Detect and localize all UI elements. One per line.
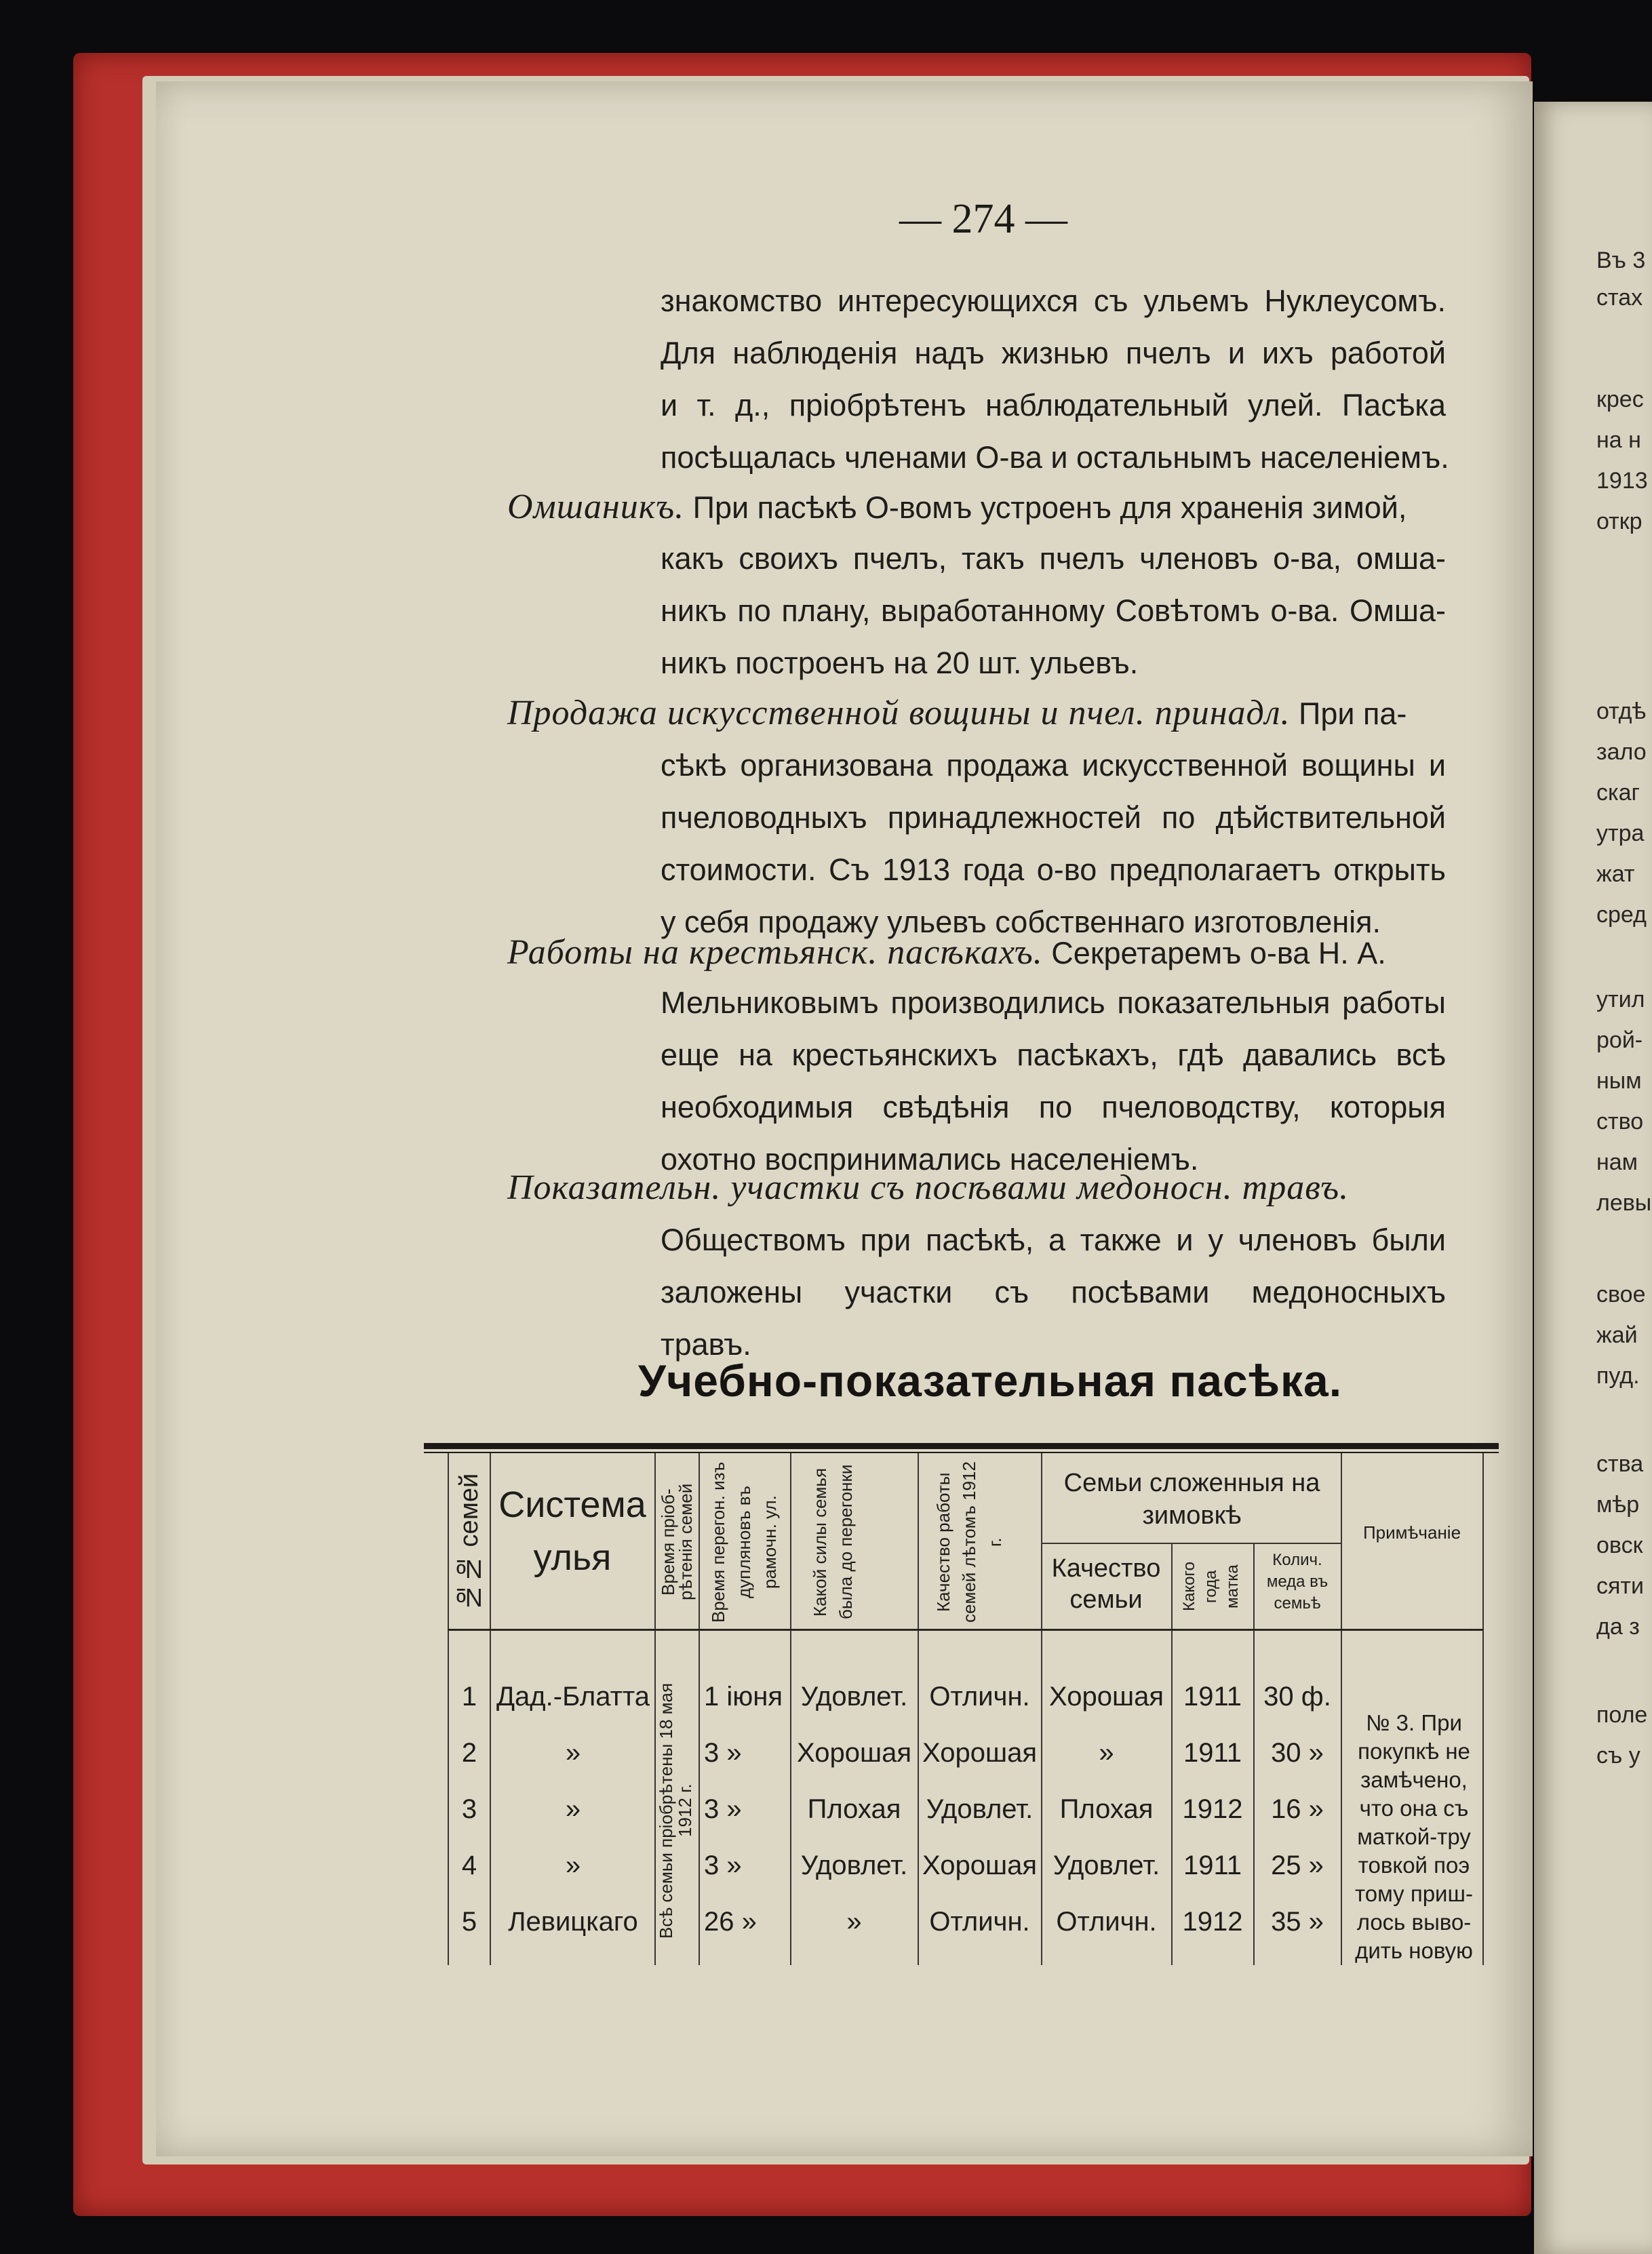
facing-page-text: откр — [1596, 509, 1643, 534]
body-line: заложены участки съ посѣвами медоносныхъ — [661, 1275, 1446, 1309]
header-queen-year: Какого года матка — [1180, 1561, 1242, 1612]
facing-page-text: поле — [1596, 1702, 1648, 1728]
body-line: охотно воспринимались населеніемъ. — [661, 1142, 1199, 1177]
remark-line: лось выво- — [1356, 1910, 1472, 1935]
table-cell-strength: Удовлет. — [800, 1682, 908, 1712]
table-cell-transfer: 3 » — [704, 1851, 742, 1880]
remark-line: замѣчено, — [1360, 1767, 1468, 1792]
table-column-line — [918, 1453, 919, 1965]
table-cell-quality: Отличн. — [929, 1907, 1030, 1937]
facing-page-text: отдѣ — [1596, 698, 1647, 724]
section-first-line: При па- — [1299, 696, 1407, 731]
intro-line: Для наблюденія надъ жизнью пчелъ и ихъ работой — [661, 336, 1446, 370]
header-hive-system: Система улья — [498, 1484, 646, 1578]
table-cell-strength: Удовлет. — [800, 1851, 908, 1880]
facing-page-text: свое — [1596, 1282, 1646, 1307]
facing-page-text: овск — [1596, 1533, 1643, 1558]
table-cell-family: Удовлет. — [1053, 1851, 1160, 1880]
facing-page-text: нам — [1596, 1149, 1638, 1175]
header-transfer: Время перегон. изъ дупляновъ въ рамочн. ул. — [708, 1461, 780, 1623]
table-cell-transfer: 1 іюня — [704, 1682, 783, 1712]
table-cell-strength: Хорошая — [797, 1738, 911, 1768]
table-cell-honey: 25 » — [1271, 1851, 1324, 1880]
facing-page-text: ства — [1596, 1451, 1644, 1477]
table-cell-honey: 16 » — [1271, 1794, 1324, 1824]
table-cell-num: 3 — [461, 1794, 477, 1824]
remark-line: покупкѣ не — [1358, 1739, 1470, 1764]
table-column-line — [1482, 1453, 1484, 1965]
table-cell-quality: Удовлет. — [926, 1794, 1034, 1824]
facing-page-text: зало — [1596, 739, 1647, 765]
section-plots-heading — [507, 1168, 1446, 1208]
table-column-line — [699, 1453, 700, 1965]
table-header-rule — [448, 1629, 1484, 1631]
page-number: — 274 — — [899, 196, 1067, 242]
intro-line: посѣщалась членами О-ва и остальнымъ населеніемъ. — [661, 440, 1449, 475]
table-cell-num: 4 — [461, 1851, 477, 1880]
facing-page-text: левы — [1596, 1190, 1652, 1216]
table-cell-honey: 35 » — [1271, 1907, 1324, 1937]
header-remark: Примѣчаніе — [1362, 1522, 1461, 1543]
table-cell-system: » — [565, 1794, 581, 1824]
table-column-line — [490, 1453, 491, 1965]
facing-page-text: ным — [1596, 1068, 1642, 1094]
facing-page — [1534, 102, 1652, 2254]
table-cell-family: Отличн. — [1056, 1907, 1157, 1937]
facing-page-text: 1913 — [1596, 468, 1648, 494]
body-line: стоимости. Съ 1913 года о-во предполагаетъ открыть — [661, 852, 1446, 887]
table-column-line — [1041, 1453, 1042, 1965]
remark-line: товкой поэ — [1358, 1853, 1470, 1878]
facing-page-text: да з — [1596, 1614, 1640, 1640]
section-first-line: Секретаремъ о-ва Н. А. — [1051, 936, 1386, 970]
facing-page-text: ство — [1596, 1109, 1644, 1134]
body-line: пчеловодныхъ принадлежностей по дѣйствительной — [661, 800, 1446, 835]
facing-page-text: съ у — [1596, 1743, 1640, 1768]
table-cell-strength: Плохая — [807, 1794, 901, 1824]
table-cell-quality: Хорошая — [922, 1851, 1037, 1880]
table-column-line — [1253, 1543, 1255, 1965]
body-line: никъ построенъ на 20 шт. ульевъ. — [661, 646, 1139, 680]
section-sales-body — [661, 739, 1446, 948]
remark-line: что она съ — [1359, 1796, 1469, 1821]
section-plots-body — [661, 1214, 1446, 1370]
table-column-line — [1171, 1543, 1173, 1965]
section-works-body — [661, 976, 1446, 1185]
table-cell-transfer: 3 » — [704, 1794, 742, 1824]
body-line: необходимыя свѣдѣнія по пчеловодству, которыя — [661, 1090, 1446, 1124]
intro-line: и т. д., пріобрѣтенъ наблюдательный улей. Пасѣка — [661, 388, 1446, 422]
table-cell-family: Хорошая — [1049, 1682, 1164, 1712]
section-sales-heading — [507, 693, 1446, 733]
table-cell-queen: 1912 — [1182, 1907, 1243, 1937]
table-title: Учебно-показательная пасѣка. — [637, 1356, 1343, 1406]
facing-page-text: жай — [1596, 1322, 1638, 1348]
header-work-quality: Качество работы семей лѣтомъ 1912 г. — [933, 1461, 1005, 1623]
remark-line: маткой-тру — [1357, 1824, 1471, 1849]
table-cell-queen: 1911 — [1183, 1851, 1242, 1880]
table-column-line — [448, 1453, 449, 1965]
facing-page-text: крес — [1596, 387, 1644, 412]
table-cell-family: Плохая — [1059, 1794, 1154, 1824]
table-cell-system: » — [565, 1738, 581, 1768]
table-cell-queen: 1912 — [1182, 1794, 1243, 1824]
section-title: Омшаникъ. — [507, 488, 685, 526]
table-cell-queen: 1911 — [1183, 1682, 1242, 1712]
table-cell-num: 2 — [461, 1738, 477, 1768]
table-cell-strength: » — [846, 1907, 862, 1937]
table-cell-system: Дад.-Блатта — [496, 1682, 650, 1712]
facing-page-text: сяти — [1596, 1573, 1644, 1599]
header-family-number: №№ семей — [455, 1473, 484, 1611]
facing-page-text: рой- — [1596, 1027, 1643, 1053]
body-line: у себя продажу ульевъ собственнаго изготовленія. — [661, 905, 1381, 939]
body-line: Обществомъ при пасѣкѣ, а также и у членовъ были — [661, 1223, 1446, 1257]
table-top-rule-thin — [424, 1452, 1499, 1453]
wintering-subheader-rule — [1041, 1543, 1341, 1544]
table-cell-transfer: 26 » — [704, 1907, 757, 1937]
table-cell-num: 5 — [461, 1907, 477, 1937]
section-omshanik-body — [661, 532, 1446, 689]
facing-page-text: утил — [1596, 987, 1645, 1012]
table-cell-quality: Отличн. — [929, 1682, 1030, 1712]
table-cell-num: 1 — [461, 1682, 477, 1712]
header-acquired: Время пріоб-рѣтенія семей — [658, 1483, 696, 1601]
table-cell-transfer: 3 » — [704, 1738, 742, 1768]
intro-line: знакомство интересующихся съ ульемъ Нуклеусомъ. — [661, 283, 1446, 318]
section-title: Показательн. участки съ посѣвами медоносн. травъ. — [507, 1168, 1350, 1207]
facing-page-text: сред — [1596, 902, 1647, 928]
section-title: Продажа искусственной вощины и пчел. принадл. — [507, 694, 1291, 732]
facing-page-text: скаг — [1596, 780, 1640, 806]
section-works-heading — [507, 932, 1446, 972]
facing-page-text: стах — [1596, 285, 1643, 311]
facing-page-text: утра — [1596, 820, 1645, 846]
body-line: никъ по плану, выработанному Совѣтомъ о-ва. Омша- — [661, 593, 1446, 628]
table-cell-quality: Хорошая — [922, 1738, 1037, 1768]
table-cell-system: Левицкаго — [508, 1907, 638, 1937]
acquired-merged-note: Всѣ семьи пріобрѣтены 18 мая 1912 г. — [656, 1682, 695, 1939]
facing-page-text: на н — [1596, 427, 1641, 453]
table-top-rule — [424, 1443, 1499, 1449]
body-line: травъ. — [661, 1327, 751, 1362]
remark-line: дить новую — [1355, 1938, 1473, 1963]
header-wintering: Семьи сложенныя на зимовкѣ — [1063, 1469, 1320, 1530]
body-line: Мельниковымъ производились показательныя работы — [661, 985, 1446, 1020]
body-line: сѣкѣ организована продажа искусственной вощины и — [661, 748, 1446, 783]
header-strength: Какой силы семья была до перегонки — [810, 1464, 856, 1620]
section-first-line: При пасѣкѣ О-вомъ устроенъ для храненія зимой, — [692, 490, 1407, 525]
remark-line: тому приш- — [1355, 1881, 1473, 1906]
intro-paragraph — [661, 275, 1449, 483]
body-line: еще на крестьянскихъ пасѣкахъ, гдѣ давались всѣ — [661, 1037, 1446, 1072]
table-cell-honey: 30 ф. — [1263, 1682, 1331, 1712]
table-column-line — [790, 1453, 791, 1965]
section-title: Работы на крестьянск. пасѣкахъ. — [507, 933, 1043, 972]
table-cell-system: » — [565, 1851, 581, 1880]
remark-note — [1346, 1709, 1482, 1965]
facing-page-text: Въ 3 — [1596, 248, 1646, 273]
facing-page-text: пуд. — [1596, 1363, 1640, 1389]
table-cell-family: » — [1099, 1738, 1114, 1768]
section-omshanik-heading — [507, 487, 1446, 527]
table-cell-queen: 1911 — [1183, 1738, 1242, 1768]
body-line: какъ своихъ пчелъ, такъ пчелъ членовъ о-ва, омша- — [661, 541, 1446, 576]
facing-page-text: жат — [1596, 861, 1635, 887]
facing-page-text: мѣр — [1596, 1492, 1640, 1518]
table-cell-honey: 30 » — [1271, 1738, 1324, 1768]
remark-line: № 3. При — [1366, 1710, 1462, 1735]
table-column-line — [1341, 1453, 1342, 1965]
header-family-quality: Качество семьи — [1051, 1554, 1161, 1614]
header-honey-amount: Колич. меда въ семьѣ — [1266, 1551, 1329, 1613]
